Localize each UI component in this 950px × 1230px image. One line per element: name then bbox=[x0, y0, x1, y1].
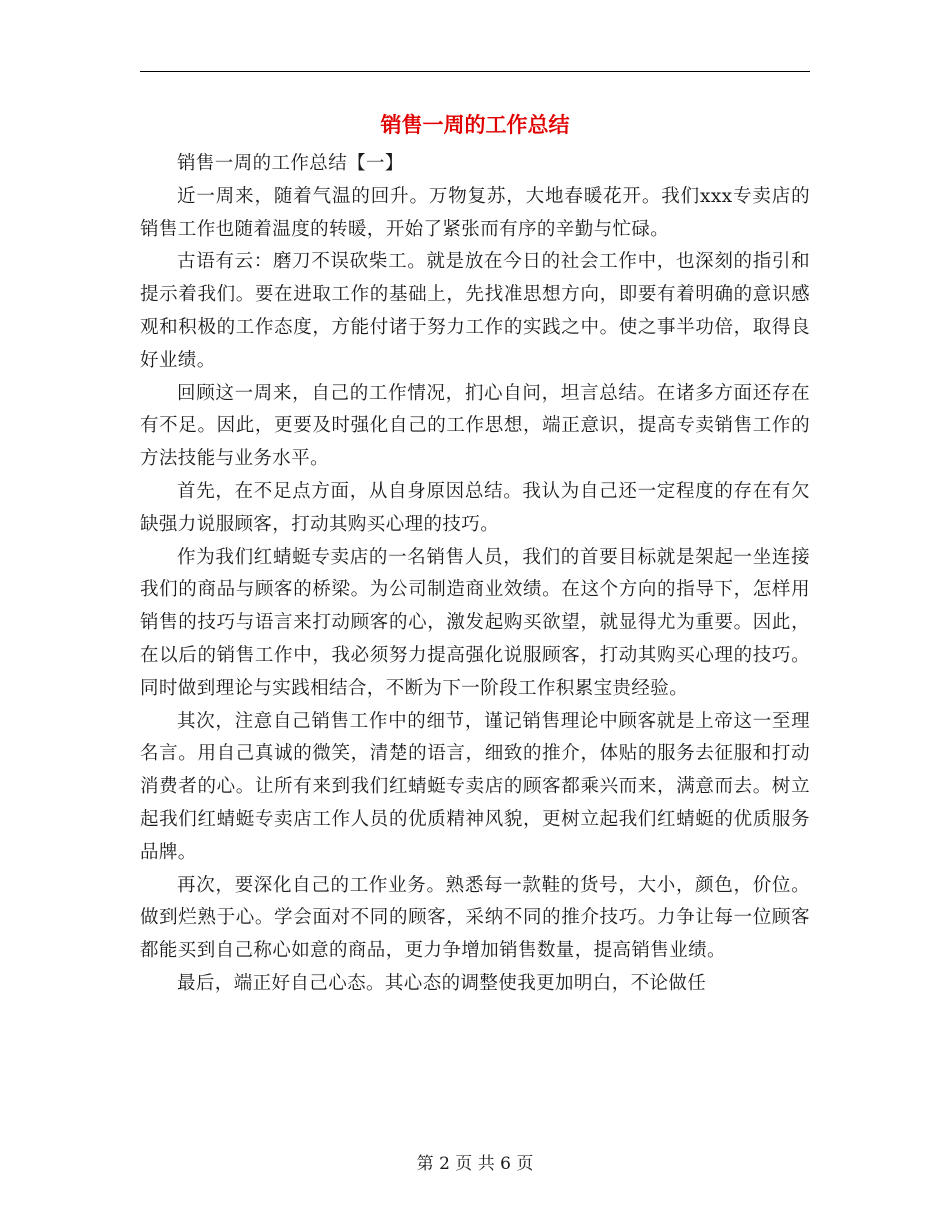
header-rule bbox=[140, 71, 810, 72]
body-paragraph: 首先，在不足点方面，从自身原因总结。我认为自己还一定程度的存在有欠缺强力说服顾客，打动其购买心理的技巧。 bbox=[140, 480, 810, 535]
body-paragraph: 作为我们红蜻蜓专卖店的一名销售人员，我们的首要目标就是架起一坐连接我们的商品与顾客的桥梁。为公司制造商业效绩。在这个方向的指导下，怎样用销售的技巧与语言来打动顾客的心，激发起购买欲望，就显得尤为重要。因此，在以后的销售工作中，我必须努力提高强化说服顾客，打动其购买心理的技巧。同时做到理论与实践相结合，不断为下一阶段工作积累宝贵经验。 bbox=[140, 546, 810, 699]
section-heading: 销售一周的工作总结【一】 bbox=[177, 153, 404, 174]
body-paragraph: 回顾这一周来，自己的工作情况，扪心自问，坦言总结。在诸多方面还存在有不足。因此，更要及时强化自己的工作思想，端正意识，提高专卖销售工作的方法技能与业务水平。 bbox=[140, 382, 810, 470]
body-paragraph: 再次，要深化自己的工作业务。熟悉每一款鞋的货号，大小，颜色，价位。做到烂熟于心。学会面对不同的顾客，采纳不同的推介技巧。力争让每一位顾客都能买到自己称心如意的商品，更力争增加销售数量，提高销售业绩。 bbox=[140, 874, 810, 962]
body-paragraph: 古语有云：磨刀不误砍柴工。就是放在今日的社会工作中，也深刻的指引和提示着我们。要在进取工作的基础上，先找准思想方向，即要有着明确的意识感观和积极的工作态度，方能付诸于努力工作的实践之中。使之事半功倍，取得良好业绩。 bbox=[140, 251, 810, 371]
body-paragraph: 近一周来，随着气温的回升。万物复苏，大地春暖花开。我们xxx专卖店的销售工作也随着温度的转暖，开始了紧张而有序的辛勤与忙碌。 bbox=[140, 185, 810, 240]
page-number-footer: 第 2 页 共 6 页 bbox=[416, 1154, 534, 1174]
document-body bbox=[140, 148, 810, 1001]
body-paragraph: 最后，端正好自己心态。其心态的调整使我更加明白，不论做任 bbox=[177, 972, 707, 994]
document-title: 销售一周的工作总结 bbox=[380, 113, 570, 137]
body-paragraph: 其次，注意自己销售工作中的细节，谨记销售理论中顾客就是上帝这一至理名言。用自己真诚的微笑，清楚的语言，细致的推介，体贴的服务去征服和打动消费者的心。让所有来到我们红蜻蜓专卖店的顾客都乘兴而来，满意而去。树立起我们红蜻蜓专卖店工作人员的优质精神风貌，更树立起我们红蜻蜓的优质服务品牌。 bbox=[140, 710, 810, 863]
